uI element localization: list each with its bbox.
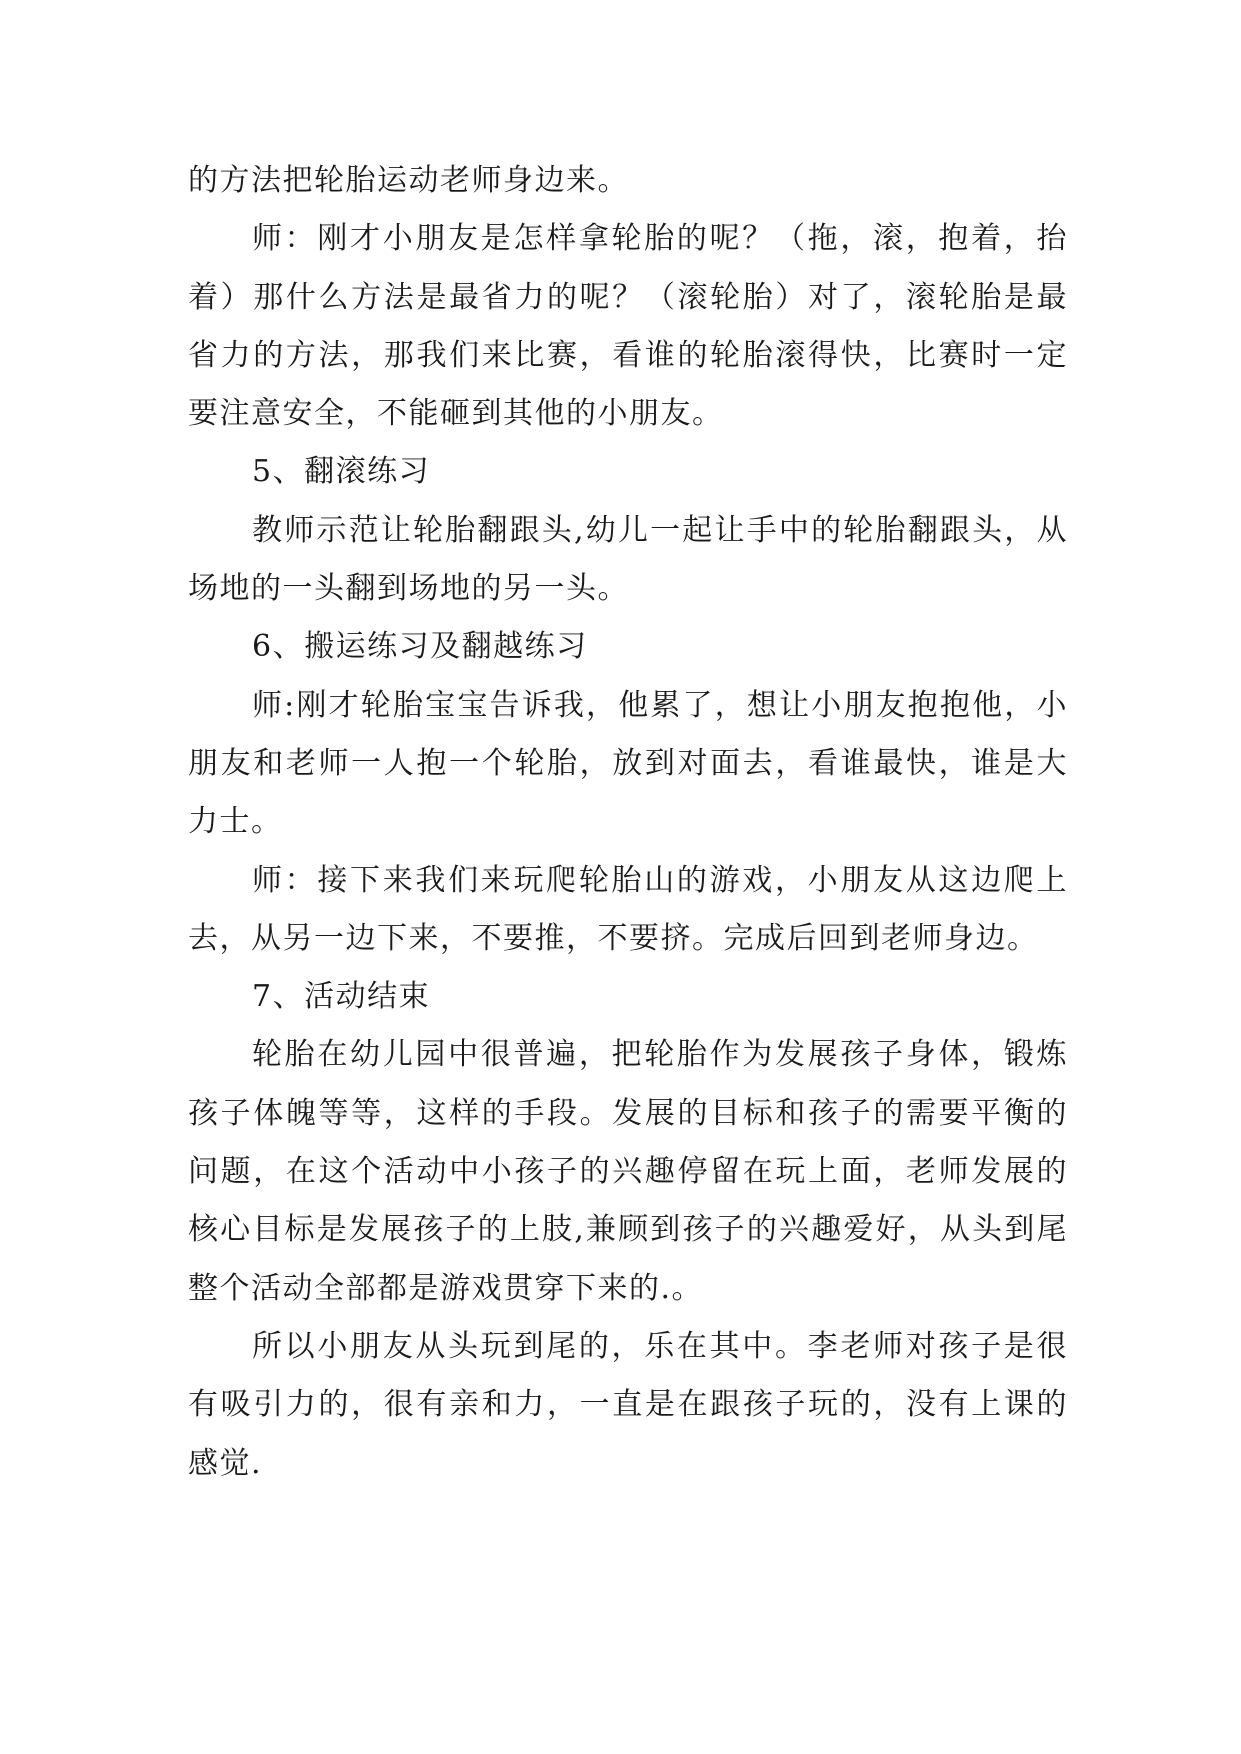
paragraph-activity-reflection: 轮胎在幼儿园中很普遍，把轮胎作为发展孩子身体，锻炼孩子体魄等等，这样的手段。发展的目标和孩子的需要平衡的问题，在这个活动中小孩子的兴趣停留在玩上面，老师发展的核心目标是发展孩子的上肢,兼顾到孩子的兴趣爱好，从头到尾整个活动全部都是游戏贯穿下来的.。 — [188, 1037, 1068, 1306]
document-body — [188, 152, 1068, 1493]
paragraph-continuation: 的方法把轮胎运动老师身边来。 — [188, 163, 629, 198]
paragraph-climb-game: 师：接下来我们来玩爬轮胎山的游戏，小朋友从这边爬上去，从另一边下来，不要推，不要挤。完成后回到老师身边。 — [188, 862, 1068, 956]
paragraph-somersault-practice: 教师示范让轮胎翻跟头,幼儿一起让手中的轮胎翻跟头，从场地的一头翻到场地的另一头。 — [188, 512, 1068, 607]
paragraph-carry-practice: 师:刚才轮胎宝宝告诉我，他累了，想让小朋友抱抱他，小朋友和老师一人抱一个轮胎，放到对面去，看谁最快，谁是大力士。 — [188, 687, 1068, 840]
paragraph-teacher-rolling-question: 师：刚才小朋友是怎样拿轮胎的呢？（拖，滚，抱着，抬着）那什么方法是最省力的呢？（滚轮胎）对了，滚轮胎是最省力的方法，那我们来比赛，看谁的轮胎滚得快，比赛时一定要注意安全，不能砸到其他的小朋友。 — [188, 221, 1068, 432]
section-heading-5: 5、翻滚练习 — [252, 454, 431, 490]
section-heading-7: 7、活动结束 — [252, 979, 431, 1015]
paragraph-conclusion: 所以小朋友从头玩到尾的，乐在其中。李老师对孩子是很有吸引力的，很有亲和力，一直是在跟孩子玩的，没有上课的感觉. — [188, 1328, 1068, 1481]
section-heading-6: 6、搬运练习及翻越练习 — [252, 629, 588, 665]
